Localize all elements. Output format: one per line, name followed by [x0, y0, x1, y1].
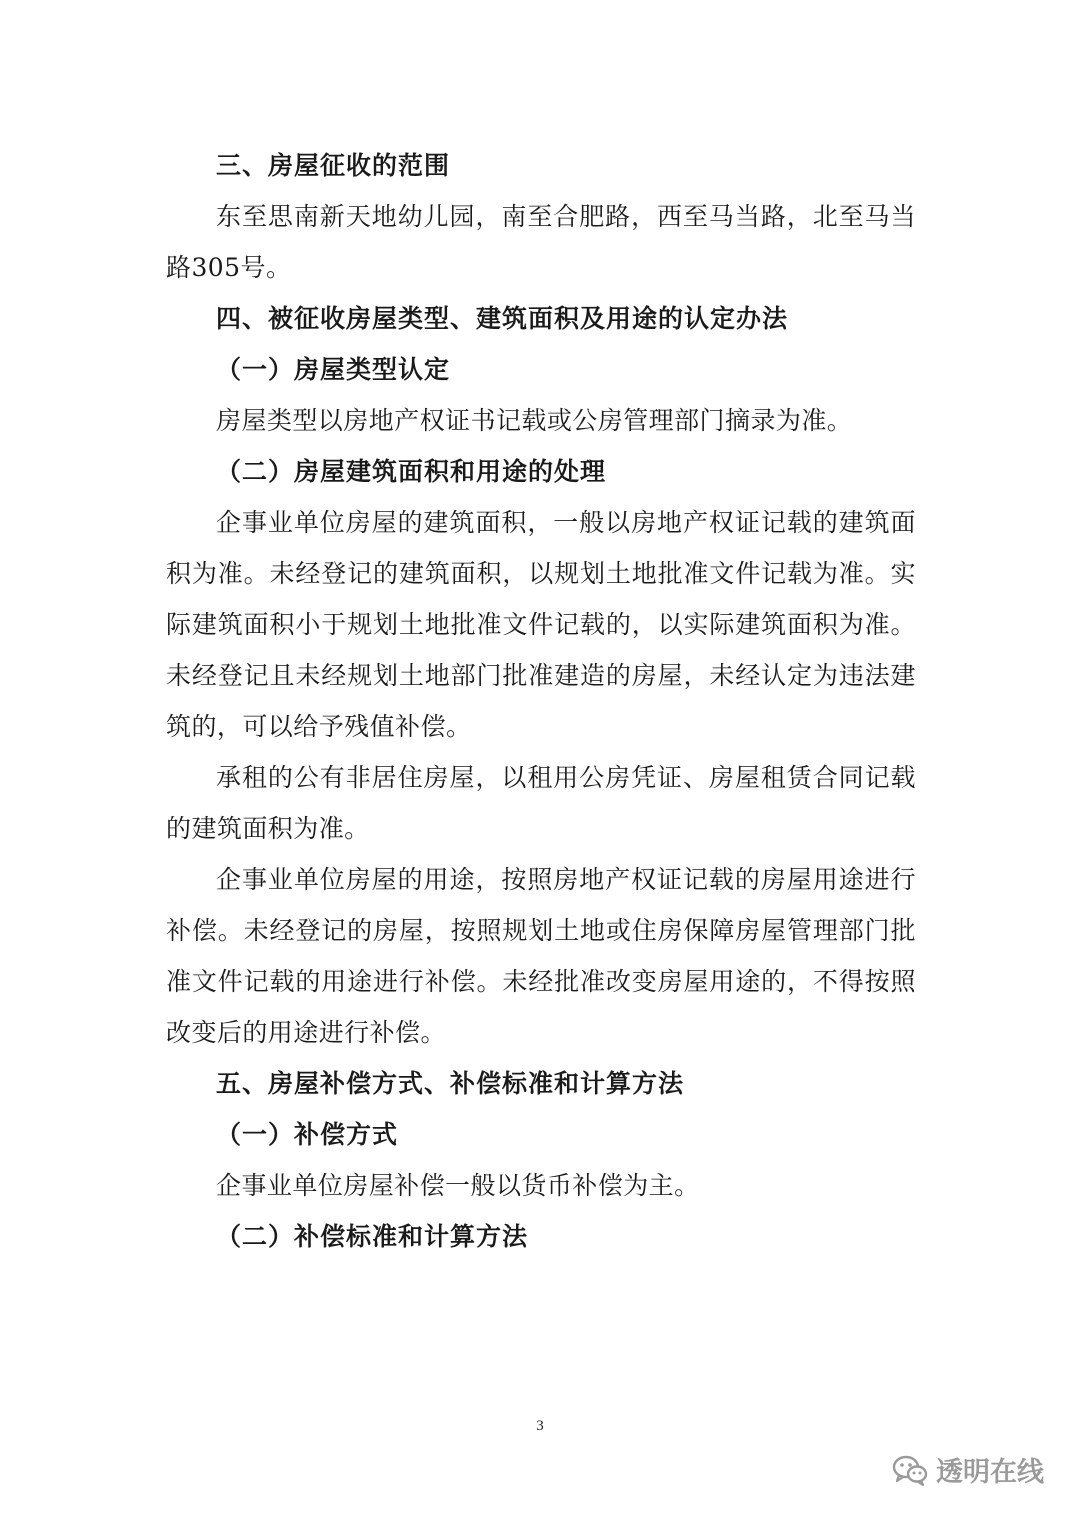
section-heading-scope: 三、房屋征收的范围: [216, 151, 451, 180]
paragraph-leased-area: 承租的公有非居住房屋，以租用公房凭证、房屋租赁合同记载的建筑面积为准。: [166, 763, 916, 843]
paragraph-compensation-method: 企事业单位房屋补偿一般以货币补偿为主。: [216, 1171, 700, 1200]
subheading-compensation-standard: （二）补偿标准和计算方法: [216, 1222, 529, 1251]
page-number: 3: [536, 1418, 544, 1434]
watermark-text: 透明在线: [936, 1457, 1044, 1488]
document-body: [166, 140, 916, 1262]
subheading-area-usage: （二）房屋建筑面积和用途的处理: [216, 457, 607, 486]
paragraph-scope: 东至思南新天地幼儿园，南至合肥路，西至马当路，北至马当路305号。: [166, 202, 916, 282]
section-heading-compensation: 五、房屋补偿方式、补偿标准和计算方法: [216, 1069, 685, 1098]
paragraph-area: 企事业单位房屋的建筑面积，一般以房地产权证记载的建筑面积为准。未经登记的建筑面积，以规划土地批准文件记载为准。实际建筑面积小于规划土地批准文件记载的，以实际建筑面积为准。未经登记且未经规划土地部门批准建造的房屋，未经认定为违法建筑的，可以给予残值补偿。: [166, 508, 916, 741]
watermark: [892, 1450, 1044, 1489]
wechat-icon: [892, 1454, 928, 1486]
subheading-house-type: （一）房屋类型认定: [216, 355, 451, 384]
paragraph-usage: 企事业单位房屋的用途，按照房地产权证记载的房屋用途进行补偿。未经登记的房屋，按照规划土地或住房保障房屋管理部门批准文件记载的用途进行补偿。未经批准改变房屋用途的，不得按照改变后的用途进行补偿。: [166, 865, 916, 1047]
paragraph-house-type: 房屋类型以房地产权证书记载或公房管理部门摘录为准。: [216, 406, 853, 435]
subheading-compensation-method: （一）补偿方式: [216, 1120, 399, 1149]
section-heading-identification: 四、被征收房屋类型、建筑面积及用途的认定办法: [216, 304, 789, 333]
